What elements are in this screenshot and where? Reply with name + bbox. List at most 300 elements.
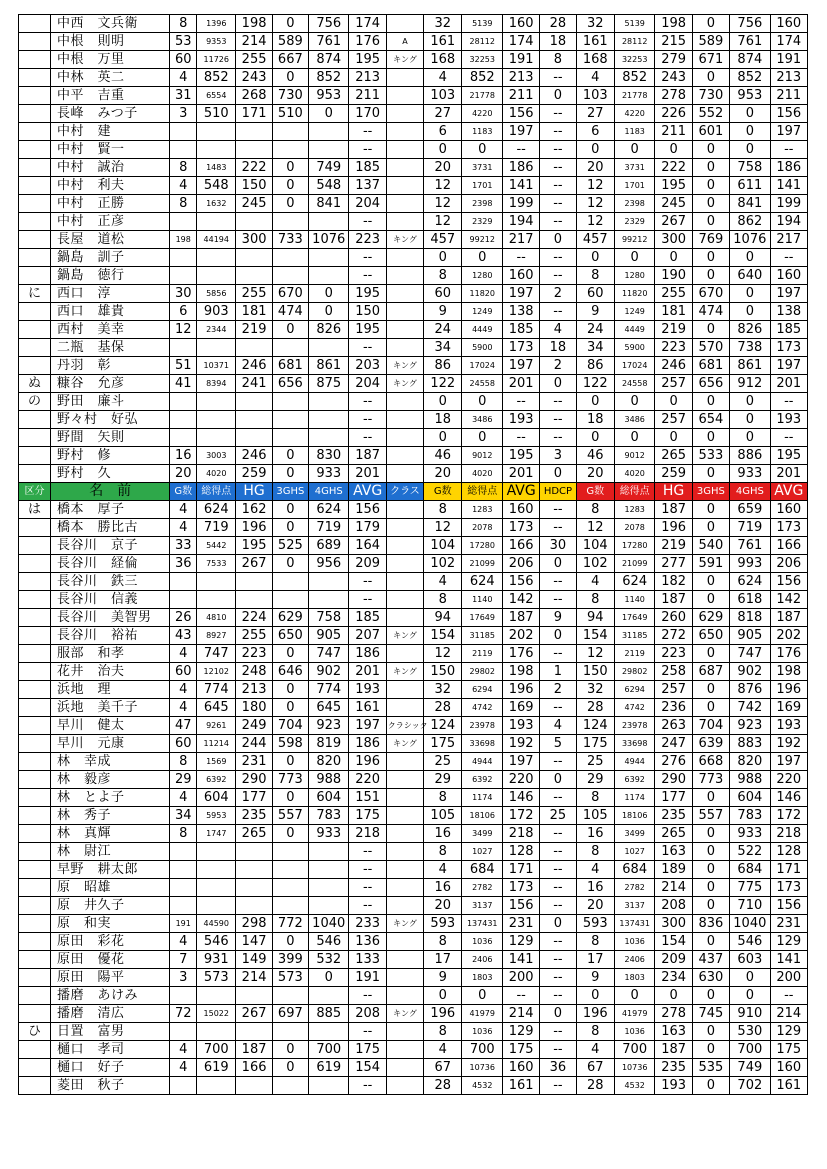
cell-name: 林 真輝 — [50, 825, 169, 843]
cell-g-count-2: 12 — [424, 519, 462, 537]
cell-avg-2: 200 — [503, 969, 540, 987]
cell-4ghs-3: 611 — [730, 177, 771, 195]
cell-section — [19, 87, 51, 105]
table-row — [19, 141, 808, 159]
cell-3ghs-1: 474 — [272, 303, 308, 321]
cell-class — [386, 285, 423, 303]
table-row — [19, 15, 808, 33]
cell-class: キング — [386, 375, 423, 393]
cell-class: キング — [386, 357, 423, 375]
cell-total-2: 684 — [462, 861, 503, 879]
cell-hg-1: 245 — [236, 195, 272, 213]
cell-class — [386, 429, 423, 447]
cell-hg-1: 241 — [236, 375, 272, 393]
cell-g-count-3: 8 — [576, 843, 614, 861]
cell-g-count-3: 34 — [576, 339, 614, 357]
cell-name: 林 毅彦 — [50, 771, 169, 789]
cell-g-count-2: 8 — [424, 843, 462, 861]
cell-avg-3: 173 — [770, 879, 807, 897]
cell-g-count-2: 34 — [424, 339, 462, 357]
cell-total-1: 8394 — [197, 375, 236, 393]
cell-total-2: 4020 — [462, 465, 503, 483]
cell-total-2: 2406 — [462, 951, 503, 969]
cell-3ghs-3: 629 — [692, 609, 729, 627]
cell-g-count-1 — [170, 861, 197, 879]
cell-hg-1: 166 — [236, 1059, 272, 1077]
cell-hg-1: 300 — [236, 231, 272, 249]
cell-g-count-3: 12 — [576, 519, 614, 537]
cell-hg-3: 177 — [655, 789, 692, 807]
cell-avg-3: 171 — [770, 861, 807, 879]
table-row — [19, 267, 808, 285]
cell-3ghs-1: 0 — [272, 645, 308, 663]
cell-total-2: 0 — [462, 141, 503, 159]
cell-3ghs-3: 0 — [692, 159, 729, 177]
cell-section — [19, 429, 51, 447]
cell-g-count-1 — [170, 393, 197, 411]
cell-g-count-2: 457 — [424, 231, 462, 249]
cell-name: 林 尉江 — [50, 843, 169, 861]
cell-total-1 — [197, 879, 236, 897]
cell-hg-1: 259 — [236, 465, 272, 483]
cell-avg-2: 174 — [503, 33, 540, 51]
cell-g-count-3: 161 — [576, 33, 614, 51]
table-row — [19, 1059, 808, 1077]
cell-total-1: 5442 — [197, 537, 236, 555]
cell-total-1 — [197, 1077, 236, 1095]
cell-hg-3: 235 — [655, 807, 692, 825]
cell-section — [19, 303, 51, 321]
cell-3ghs-1: 573 — [272, 969, 308, 987]
cell-name: 野間 矢則 — [50, 429, 169, 447]
cell-avg-3: 231 — [770, 915, 807, 933]
cell-total-2: 2329 — [462, 213, 503, 231]
cell-total-2: 3499 — [462, 825, 503, 843]
table-row — [19, 879, 808, 897]
cell-4ghs-1: 820 — [308, 753, 349, 771]
cell-3ghs-1: 0 — [272, 321, 308, 339]
cell-4ghs-3: 758 — [730, 159, 771, 177]
cell-total-1: 11726 — [197, 51, 236, 69]
cell-name: 野村 修 — [50, 447, 169, 465]
table-row — [19, 537, 808, 555]
cell-4ghs-1: 758 — [308, 609, 349, 627]
cell-avg-3: 214 — [770, 1005, 807, 1023]
cell-3ghs-1 — [272, 879, 308, 897]
cell-total-2: 3486 — [462, 411, 503, 429]
cell-avg-3: -- — [770, 987, 807, 1005]
cell-section — [19, 249, 51, 267]
cell-4ghs-1 — [308, 573, 349, 591]
table-row — [19, 807, 808, 825]
cell-class — [386, 681, 423, 699]
cell-avg-1: -- — [349, 429, 386, 447]
cell-avg-2: 141 — [503, 951, 540, 969]
cell-name: 浜地 理 — [50, 681, 169, 699]
cell-name: 播磨 あけみ — [50, 987, 169, 1005]
cell-avg-1: 186 — [349, 735, 386, 753]
cell-avg-2: 218 — [503, 825, 540, 843]
cell-hdcp: 8 — [540, 51, 576, 69]
cell-name: 中村 建 — [50, 123, 169, 141]
cell-avg-2: 173 — [503, 339, 540, 357]
cell-section — [19, 519, 51, 537]
cell-total-3: 2329 — [614, 213, 655, 231]
cell-name: 花井 治夫 — [50, 663, 169, 681]
cell-g-count-1 — [170, 1023, 197, 1041]
cell-g-count-3: 103 — [576, 87, 614, 105]
cell-avg-2: 173 — [503, 879, 540, 897]
cell-g-count-2: 161 — [424, 33, 462, 51]
cell-hg-1 — [236, 987, 272, 1005]
cell-name: 樋口 孝司 — [50, 1041, 169, 1059]
cell-g-count-3: 67 — [576, 1059, 614, 1077]
cell-g-count-1: 12 — [170, 321, 197, 339]
cell-hdcp: -- — [540, 105, 576, 123]
cell-total-3: 18106 — [614, 807, 655, 825]
cell-total-2: 6294 — [462, 681, 503, 699]
cell-avg-1: 151 — [349, 789, 386, 807]
cell-hdcp: -- — [540, 951, 576, 969]
header-3ghs-1: 3GHS — [272, 483, 308, 501]
cell-avg-3: 161 — [770, 1077, 807, 1095]
cell-4ghs-1: 875 — [308, 375, 349, 393]
cell-name: 橋本 厚子 — [50, 501, 169, 519]
cell-g-count-2: 168 — [424, 51, 462, 69]
cell-total-2: 10736 — [462, 1059, 503, 1077]
cell-4ghs-1 — [308, 429, 349, 447]
cell-name: 原 井久子 — [50, 897, 169, 915]
cell-hg-1: 181 — [236, 303, 272, 321]
cell-hg-3: 209 — [655, 951, 692, 969]
cell-hdcp: -- — [540, 753, 576, 771]
cell-avg-2: 220 — [503, 771, 540, 789]
cell-hdcp: -- — [540, 267, 576, 285]
cell-g-count-1: 4 — [170, 699, 197, 717]
cell-hdcp: 0 — [540, 231, 576, 249]
cell-avg-1: 196 — [349, 753, 386, 771]
cell-hg-3: 278 — [655, 1005, 692, 1023]
cell-section: の — [19, 393, 51, 411]
cell-g-count-3: 6 — [576, 123, 614, 141]
cell-g-count-1 — [170, 339, 197, 357]
cell-avg-3: 160 — [770, 15, 807, 33]
cell-name: 野村 久 — [50, 465, 169, 483]
cell-g-count-2: 12 — [424, 177, 462, 195]
cell-3ghs-1 — [272, 573, 308, 591]
cell-class: キング — [386, 735, 423, 753]
cell-hg-3: 290 — [655, 771, 692, 789]
cell-total-2: 1027 — [462, 843, 503, 861]
table-row — [19, 987, 808, 1005]
cell-avg-2: 191 — [503, 51, 540, 69]
cell-total-3: 2398 — [614, 195, 655, 213]
table-row — [19, 843, 808, 861]
table-row — [19, 465, 808, 483]
cell-3ghs-1 — [272, 897, 308, 915]
cell-total-2: 4449 — [462, 321, 503, 339]
cell-hg-1: 171 — [236, 105, 272, 123]
cell-avg-3: 175 — [770, 1041, 807, 1059]
cell-3ghs-3: 730 — [692, 87, 729, 105]
cell-avg-2: 141 — [503, 177, 540, 195]
cell-g-count-2: 124 — [424, 717, 462, 735]
cell-avg-2: 197 — [503, 123, 540, 141]
cell-g-count-3: 17 — [576, 951, 614, 969]
cell-4ghs-1: 902 — [308, 663, 349, 681]
cell-avg-1: -- — [349, 591, 386, 609]
cell-section — [19, 123, 51, 141]
cell-hg-1 — [236, 591, 272, 609]
cell-hg-1 — [236, 249, 272, 267]
cell-4ghs-3: 0 — [730, 141, 771, 159]
cell-g-count-1: 29 — [170, 771, 197, 789]
cell-hg-1: 255 — [236, 627, 272, 645]
cell-class: キング — [386, 231, 423, 249]
cell-3ghs-1: 0 — [272, 177, 308, 195]
cell-avg-1: 156 — [349, 501, 386, 519]
cell-3ghs-3: 0 — [692, 1077, 729, 1095]
cell-3ghs-1: 629 — [272, 609, 308, 627]
table-row — [19, 969, 808, 987]
cell-class: キング — [386, 1005, 423, 1023]
cell-avg-2: 128 — [503, 843, 540, 861]
cell-name: 原 昭雄 — [50, 879, 169, 897]
cell-name: 長谷川 美智男 — [50, 609, 169, 627]
cell-avg-3: 187 — [770, 609, 807, 627]
cell-hg-1: 255 — [236, 285, 272, 303]
cell-avg-3: 194 — [770, 213, 807, 231]
score-table-body — [19, 15, 808, 1095]
cell-section — [19, 141, 51, 159]
cell-name: 長谷川 京子 — [50, 537, 169, 555]
cell-4ghs-1: 0 — [308, 303, 349, 321]
cell-total-1 — [197, 393, 236, 411]
cell-avg-3: 220 — [770, 771, 807, 789]
cell-total-1: 8927 — [197, 627, 236, 645]
cell-class — [386, 141, 423, 159]
cell-avg-3: 201 — [770, 465, 807, 483]
cell-total-1: 510 — [197, 105, 236, 123]
cell-4ghs-3: 618 — [730, 591, 771, 609]
cell-g-count-2: 0 — [424, 393, 462, 411]
cell-avg-1: 179 — [349, 519, 386, 537]
cell-total-1: 700 — [197, 1041, 236, 1059]
header-row — [19, 483, 808, 501]
cell-hg-1 — [236, 1023, 272, 1041]
cell-avg-3: 185 — [770, 321, 807, 339]
cell-g-count-2: 105 — [424, 807, 462, 825]
cell-total-1 — [197, 123, 236, 141]
cell-g-count-2: 28 — [424, 1077, 462, 1095]
cell-class — [386, 447, 423, 465]
cell-3ghs-3: 745 — [692, 1005, 729, 1023]
cell-g-count-2: 16 — [424, 879, 462, 897]
table-row — [19, 771, 808, 789]
cell-hdcp: -- — [540, 519, 576, 537]
cell-name: 日置 富男 — [50, 1023, 169, 1041]
table-row — [19, 285, 808, 303]
cell-g-count-2: 154 — [424, 627, 462, 645]
cell-4ghs-1: 0 — [308, 285, 349, 303]
cell-3ghs-3: 0 — [692, 1023, 729, 1041]
cell-total-1: 5953 — [197, 807, 236, 825]
cell-avg-3: 156 — [770, 573, 807, 591]
cell-total-3: 852 — [614, 69, 655, 87]
cell-hg-3: 187 — [655, 501, 692, 519]
cell-total-1: 573 — [197, 969, 236, 987]
cell-hg-1 — [236, 123, 272, 141]
cell-3ghs-1: 656 — [272, 375, 308, 393]
header-g-count-2: G数 — [424, 483, 462, 501]
cell-name: 樋口 好子 — [50, 1059, 169, 1077]
cell-g-count-2: 32 — [424, 681, 462, 699]
cell-class: キング — [386, 51, 423, 69]
cell-g-count-1: 8 — [170, 195, 197, 213]
cell-avg-1: 220 — [349, 771, 386, 789]
cell-avg-3: 199 — [770, 195, 807, 213]
cell-total-1 — [197, 213, 236, 231]
cell-3ghs-1 — [272, 249, 308, 267]
cell-avg-3: 160 — [770, 1059, 807, 1077]
cell-total-3: 1174 — [614, 789, 655, 807]
cell-3ghs-1 — [272, 861, 308, 879]
cell-4ghs-3: 603 — [730, 951, 771, 969]
cell-g-count-3: 32 — [576, 681, 614, 699]
cell-hg-3: 235 — [655, 1059, 692, 1077]
cell-avg-1: -- — [349, 1023, 386, 1041]
cell-g-count-3: 9 — [576, 303, 614, 321]
cell-hg-3: 246 — [655, 357, 692, 375]
cell-avg-1: 223 — [349, 231, 386, 249]
cell-g-count-3: 105 — [576, 807, 614, 825]
cell-3ghs-3: 0 — [692, 825, 729, 843]
cell-section — [19, 1041, 51, 1059]
cell-avg-1: 233 — [349, 915, 386, 933]
cell-class — [386, 393, 423, 411]
cell-avg-3: 176 — [770, 645, 807, 663]
cell-avg-1: 176 — [349, 33, 386, 51]
cell-hg-1: 244 — [236, 735, 272, 753]
cell-3ghs-3: 0 — [692, 861, 729, 879]
cell-3ghs-3: 656 — [692, 375, 729, 393]
cell-3ghs-3: 540 — [692, 537, 729, 555]
cell-avg-3: 193 — [770, 411, 807, 429]
cell-class: A — [386, 33, 423, 51]
header-total-1: 総得点 — [197, 483, 236, 501]
cell-section — [19, 51, 51, 69]
cell-total-1: 1632 — [197, 195, 236, 213]
cell-hg-1: 214 — [236, 969, 272, 987]
cell-name: 西口 雄貴 — [50, 303, 169, 321]
cell-total-3: 1036 — [614, 933, 655, 951]
cell-hg-3: 276 — [655, 753, 692, 771]
cell-g-count-1 — [170, 123, 197, 141]
cell-name: 長峰 みつ子 — [50, 105, 169, 123]
cell-avg-1: 204 — [349, 195, 386, 213]
score-table — [18, 14, 808, 1095]
cell-g-count-2: 4 — [424, 69, 462, 87]
cell-4ghs-1: 905 — [308, 627, 349, 645]
cell-g-count-1: 191 — [170, 915, 197, 933]
cell-section — [19, 825, 51, 843]
cell-4ghs-3: 988 — [730, 771, 771, 789]
cell-4ghs-3: 933 — [730, 825, 771, 843]
cell-class — [386, 519, 423, 537]
cell-4ghs-3: 530 — [730, 1023, 771, 1041]
cell-name: 原田 優花 — [50, 951, 169, 969]
cell-total-1 — [197, 267, 236, 285]
cell-3ghs-3: 687 — [692, 663, 729, 681]
table-row — [19, 123, 808, 141]
cell-section — [19, 807, 51, 825]
cell-avg-1: 175 — [349, 807, 386, 825]
cell-4ghs-3: 1076 — [730, 231, 771, 249]
cell-avg-1: -- — [349, 249, 386, 267]
cell-name: 中村 正彦 — [50, 213, 169, 231]
cell-hg-3: 257 — [655, 411, 692, 429]
cell-avg-1: -- — [349, 843, 386, 861]
cell-g-count-1: 4 — [170, 519, 197, 537]
cell-name: 菱田 秋子 — [50, 1077, 169, 1095]
cell-g-count-2: 16 — [424, 825, 462, 843]
cell-hg-3: 182 — [655, 573, 692, 591]
cell-3ghs-1: 0 — [272, 159, 308, 177]
cell-total-3: 17024 — [614, 357, 655, 375]
cell-3ghs-3: 0 — [692, 987, 729, 1005]
cell-3ghs-1: 0 — [272, 681, 308, 699]
cell-g-count-1: 60 — [170, 735, 197, 753]
cell-total-1: 6554 — [197, 87, 236, 105]
cell-total-3: 4532 — [614, 1077, 655, 1095]
cell-class — [386, 555, 423, 573]
cell-name: 長屋 道松 — [50, 231, 169, 249]
cell-hdcp: -- — [540, 699, 576, 717]
cell-avg-3: 160 — [770, 501, 807, 519]
cell-3ghs-3: 0 — [692, 789, 729, 807]
cell-4ghs-3: 874 — [730, 51, 771, 69]
cell-4ghs-1: 689 — [308, 537, 349, 555]
cell-total-1: 44590 — [197, 915, 236, 933]
cell-g-count-1: 4 — [170, 177, 197, 195]
cell-hg-3: 198 — [655, 15, 692, 33]
cell-hdcp: -- — [540, 501, 576, 519]
cell-hg-1: 248 — [236, 663, 272, 681]
cell-3ghs-1: 0 — [272, 825, 308, 843]
cell-total-3: 10736 — [614, 1059, 655, 1077]
cell-total-3: 9012 — [614, 447, 655, 465]
cell-total-3: 4220 — [614, 105, 655, 123]
cell-hg-1: 196 — [236, 519, 272, 537]
cell-class — [386, 195, 423, 213]
header-name: 名 前 — [50, 483, 169, 501]
table-row — [19, 717, 808, 735]
cell-3ghs-3: 0 — [692, 195, 729, 213]
cell-total-2: 1803 — [462, 969, 503, 987]
cell-hdcp: -- — [540, 213, 576, 231]
cell-avg-3: -- — [770, 393, 807, 411]
table-row — [19, 177, 808, 195]
cell-total-3: 1701 — [614, 177, 655, 195]
table-row — [19, 1005, 808, 1023]
cell-section — [19, 465, 51, 483]
header-avg-1: AVG — [349, 483, 386, 501]
cell-total-3: 6294 — [614, 681, 655, 699]
table-row — [19, 1023, 808, 1041]
cell-g-count-1 — [170, 249, 197, 267]
cell-class — [386, 1077, 423, 1095]
cell-class — [386, 825, 423, 843]
